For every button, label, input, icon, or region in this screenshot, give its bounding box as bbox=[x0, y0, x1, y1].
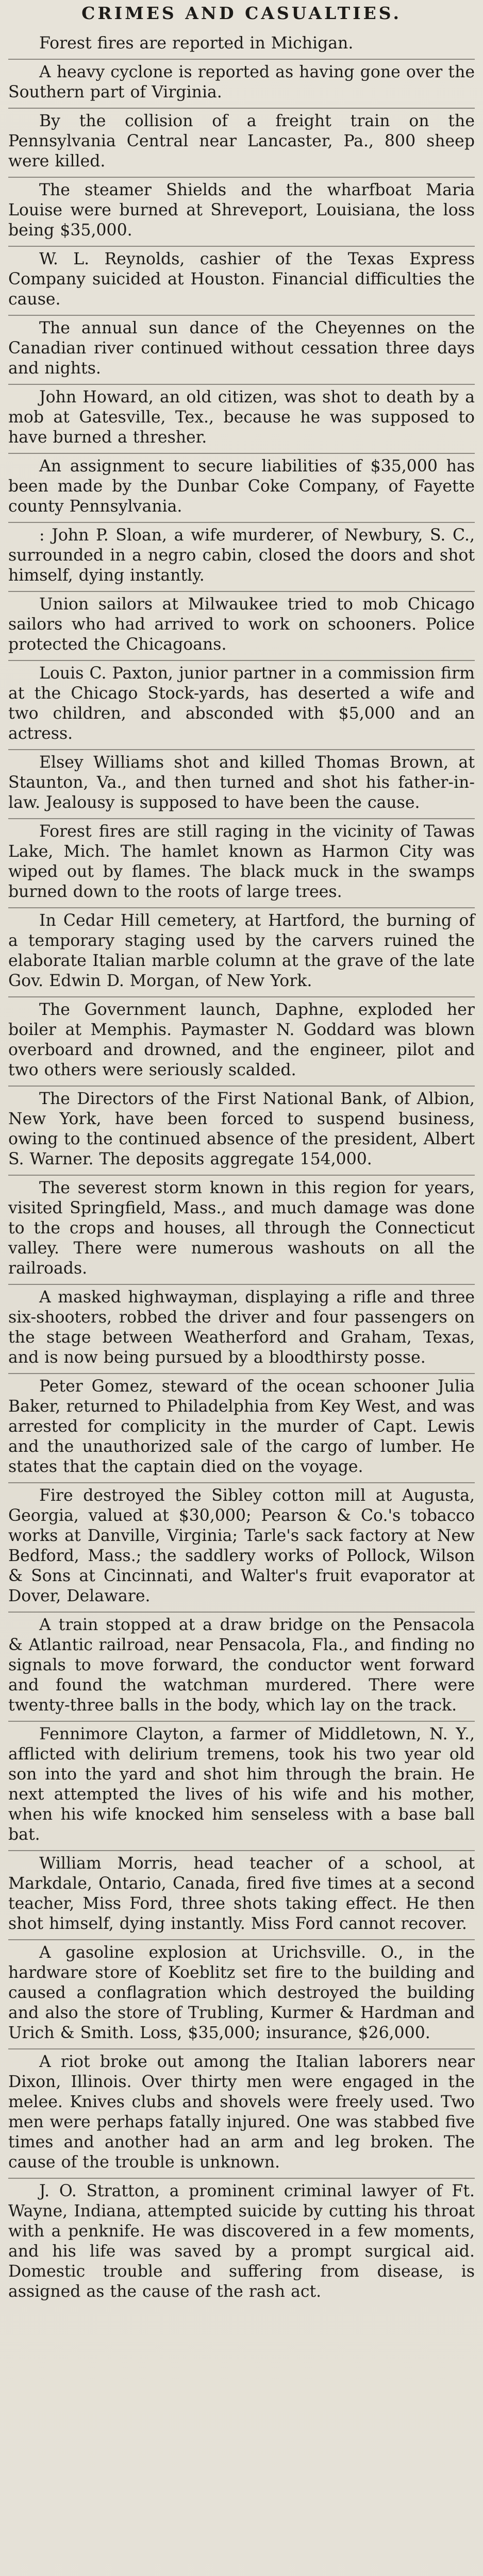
news-item: Elsey Williams shot and killed Thomas Brown, at Staunton, Va., and then turned and shot his father-in-law. Jealousy is supposed to have been the cause. bbox=[8, 750, 475, 819]
news-item: Forest fires are reported in Michigan. bbox=[8, 31, 475, 60]
news-items-list bbox=[8, 31, 475, 2307]
news-item: Forest fires are still raging in the vicinity of Tawas Lake, Mich. The hamlet known as Harmon City was wiped out by flames. The black muck in the swamps burned down to the roots of large trees. bbox=[8, 819, 475, 908]
news-item: William Morris, head teacher of a school, at Markdale, Ontario, Canada, fired five times at a second teacher, Miss Ford, three shots taking effect. He then shot himself, dying instantly. Miss Ford cannot recover. bbox=[8, 1851, 475, 1940]
news-item: A gasoline explosion at Urichsville. O., in the hardware store of Koeblitz set fire to the building and caused a conflagration which destroyed the building and also the store of Trubling, Kurmer & Hardman and Urich & Smith. Loss, $35,000; insurance, $26,000. bbox=[8, 1940, 475, 2049]
news-item: An assignment to secure liabilities of $35,000 has been made by the Dunbar Coke Company, of Fayette county Pennsylvania. bbox=[8, 454, 475, 523]
news-item: Peter Gomez, steward of the ocean schooner Julia Baker, returned to Philadelphia from Key West, and was arrested for complicity in the murder of Capt. Lewis and the unauthorized sale of the cargo of lumber. He states that the captain died on the voyage. bbox=[8, 1374, 475, 1483]
news-item: Louis C. Paxton, junior partner in a commission firm at the Chicago Stock-yards, has deserted a wife and two children, and absconded with $5,000 and an actress. bbox=[8, 661, 475, 750]
news-item: The severest storm known in this region for years, visited Springfield, Mass., and much damage was done to the crops and houses, all through the Connecticut valley. There were numerous washouts on all the railroads. bbox=[8, 1176, 475, 1285]
news-item: A riot broke out among the Italian laborers near Dixon, Illinois. Over thirty men were engaged in the melee. Knives clubs and shovels were freely used. Two men were perhaps fatally injured. One was stabbed five times and another had an arm and leg broken. The cause of the trouble is unknown. bbox=[8, 2049, 475, 2179]
news-item: : John P. Sloan, a wife murderer, of Newbury, S. C., surrounded in a negro cabin, closed the doors and shot himself, dying instantly. bbox=[8, 523, 475, 592]
news-item: The steamer Shields and the wharfboat Maria Louise were burned at Shreveport, Louisiana, the loss being $35,000. bbox=[8, 178, 475, 247]
news-item: By the collision of a freight train on the Pennsylvania Central near Lancaster, Pa., 800 sheep were killed. bbox=[8, 109, 475, 178]
news-item: A masked highwayman, displaying a rifle and three six-shooters, robbed the driver and four passengers on the stage between Weatherford and Graham, Texas, and is now being pursued by a bloodthirsty posse. bbox=[8, 1285, 475, 1374]
news-item: Union sailors at Milwaukee tried to mob Chicago sailors who had arrived to work on schooners. Police protected the Chicagoans. bbox=[8, 592, 475, 661]
news-item: John Howard, an old citizen, was shot to death by a mob at Gatesville, Tex., because he was supposed to have burned a thresher. bbox=[8, 385, 475, 454]
news-item: In Cedar Hill cemetery, at Hartford, the burning of a temporary staging used by the carvers ruined the elaborate Italian marble column at the grave of the late Gov. Edwin D. Morgan, of New York. bbox=[8, 908, 475, 997]
news-item: Fennimore Clayton, a farmer of Middletown, N. Y., afflicted with delirium tremens, took his two year old son into the yard and shot him through the brain. He next attempted the lives of his wife and his mother, when his wife knocked him senseless with a base ball bat. bbox=[8, 1722, 475, 1851]
news-item: A heavy cyclone is reported as having gone over the Southern part of Virginia. bbox=[8, 60, 475, 109]
news-item: The annual sun dance of the Cheyennes on the Canadian river continued without cessation three days and nights. bbox=[8, 316, 475, 385]
news-item: J. O. Stratton, a prominent criminal lawyer of Ft. Wayne, Indiana, attempted suicide by cutting his throat with a penknife. He was discovered in a few moments, and his life was saved by a prompt surgical aid. Domestic trouble and suffering from disease, is assigned as the cause of the rash act. bbox=[8, 2182, 475, 2301]
news-item: W. L. Reynolds, cashier of the Texas Express Company suicided at Houston. Financial difficulties the cause. bbox=[8, 247, 475, 316]
news-item: The Government launch, Daphne, exploded her boiler at Memphis. Paymaster N. Goddard was blown overboard and drowned, and the engineer, pilot and two others were seriously scalded. bbox=[8, 997, 475, 1087]
news-item: The Directors of the First National Bank, of Albion, New York, have been forced to suspend business, owing to the continued absence of the president, Albert S. Warner. The deposits aggregate 154,000. bbox=[8, 1087, 475, 1176]
news-item: Fire destroyed the Sibley cotton mill at Augusta, Georgia, valued at $30,000; Pearson & Co.'s tobacco works at Danville, Virginia; Tarle's sack factory at New Bedford, Mass.; the saddlery works of Pollock, Wilson & Sons at Cincinnati, and Walter's fruit evaporator at Dover, Delaware. bbox=[8, 1483, 475, 1613]
news-item: A train stopped at a draw bridge on the Pensacola & Atlantic railroad, near Pensacola, Fla., and finding no signals to move forward, the conductor went forward and found the watchman murdered. There were twenty-three balls in the body, which lay on the track. bbox=[8, 1613, 475, 1722]
headline: CRIMES AND CASUALTIES. bbox=[81, 3, 402, 23]
